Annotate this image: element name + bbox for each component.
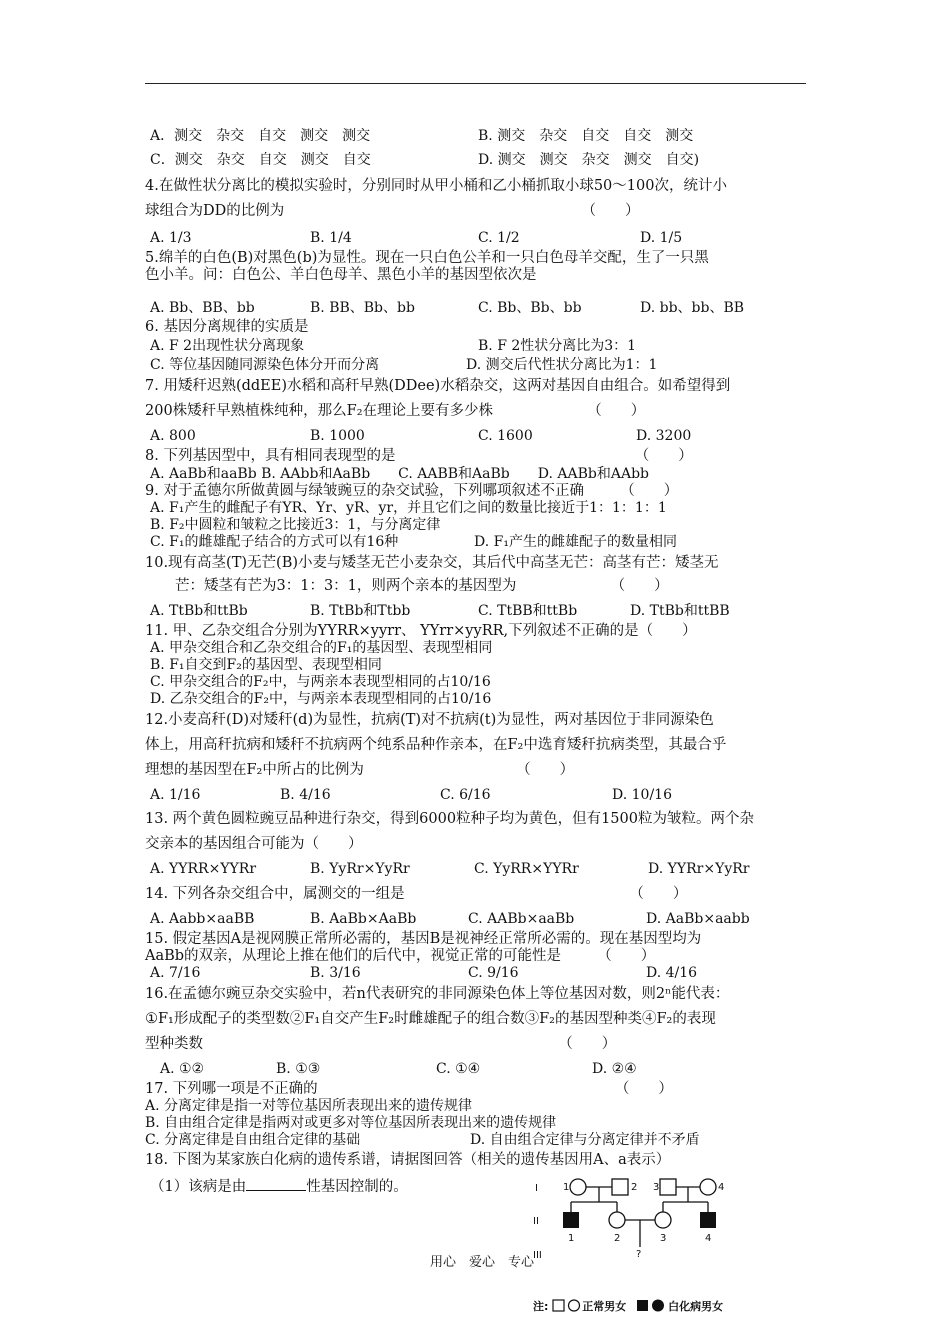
- q15-option-a: A. 7/16: [150, 965, 201, 981]
- q5-stem-line1: 5.绵羊的白色(B)对黑色(b)为显性。现在一只白色公羊和一只白色母羊交配，生了一只黑: [145, 250, 709, 266]
- q4-option-a: A. 1/3: [150, 230, 192, 246]
- q18-sub1: [150, 1178, 408, 1196]
- q12-stem-line1: 12.小麦高秆(D)对矮秆(d)为显性，抗病(T)对不抗病(t)为显性，两对基因位于非同源染色: [145, 712, 714, 728]
- q16-option-a: A. ①②: [160, 1061, 205, 1077]
- q9-stem: 9. 对于孟德尔所做黄圆与绿皱豌豆的杂交试验，下列哪项叙述不正确 （ ）: [145, 483, 679, 499]
- legend-prefix: 注:: [533, 1300, 549, 1313]
- q18-sub1-answer-blank: [246, 1178, 306, 1191]
- q12-option-b: B. 4/16: [280, 787, 331, 803]
- q9-option-d: D. F₁产生的雌雄配子的数量相同: [474, 534, 677, 550]
- pedigree-II3-female-normal: [655, 1212, 671, 1228]
- q10-stem-line1: 10.现有高茎(T)无芒(B)小麦与矮茎无芒小麦杂交，其后代中高茎无芒：高茎有芒：矮茎无: [145, 555, 719, 571]
- q11-option-c: C. 甲杂交组合的F₂中，与两亲本表现型相同的占10/16: [150, 674, 491, 690]
- q14-option-a: A. Aabb×aaBB: [150, 911, 255, 927]
- legend-normal-label: 正常男女: [582, 1300, 627, 1313]
- q13-stem-line2: 交亲本的基因组合可能为（ ）: [145, 836, 363, 852]
- pedigree-II2-num: 2: [614, 1233, 621, 1244]
- q5-stem-line2: 色小羊。问：白色公、羊白色母羊、黑色小羊的基因型依次是: [145, 267, 537, 283]
- q10-option-d: D. TtBb和ttBB: [630, 603, 730, 619]
- q16-option-d: D. ②④: [592, 1061, 637, 1077]
- q11-stem: 11. 甲、乙杂交组合分别为YYRR×yyrr、 YYrr×yyRR,下列叙述不正确的是（ ）: [145, 623, 697, 639]
- q6-option-a: A. F 2出现性状分离现象: [150, 338, 305, 354]
- q3-option-a: A．测交 杂交 自交 测交 测交: [150, 128, 371, 144]
- q8-options: A. AaBb和aaBb B. AAbb和AaBb C. AABB和AaBb D. AABb和AAbb: [150, 466, 650, 482]
- q13-option-b: B. YyRr×YyRr: [310, 861, 410, 877]
- q7-stem-line2: 200株矮秆早熟植株纯种，那么F₂在理论上要有多少株 （ ）: [145, 403, 646, 419]
- pedigree-II2-female-normal: [609, 1212, 625, 1228]
- q6-option-c: C. 等位基因随同源染色体分开而分离: [150, 357, 380, 373]
- q12-option-d: D. 10/16: [612, 787, 672, 803]
- legend-normal-symbols: [552, 1299, 582, 1312]
- q7-option-c: C. 1600: [478, 428, 533, 444]
- q15-option-c: C. 9/16: [468, 965, 519, 981]
- q4-option-c: C. 1/2: [478, 230, 520, 246]
- q6-option-d: D. 测交后代性状分离比为1：1: [466, 357, 658, 373]
- pedigree-II1-num: 1: [568, 1233, 575, 1244]
- pedigree-gen-III-label: III: [533, 1250, 542, 1261]
- q10-option-a: A. TtBb和ttBb: [150, 603, 248, 619]
- pedigree-I2-num: 2: [631, 1182, 638, 1193]
- pedigree-II1-male-affected: [563, 1212, 579, 1228]
- pedigree-I4-female-normal: [700, 1179, 716, 1195]
- q4-option-b: B. 1/4: [310, 230, 352, 246]
- q5-option-c: C. Bb、Bb、bb: [478, 300, 582, 316]
- q7-option-d: D. 3200: [636, 428, 692, 444]
- q8-stem: 8. 下列基因型中，具有相同表现型的是 （ ）: [145, 448, 693, 464]
- pedigree-III-question: ?: [636, 1249, 642, 1260]
- q17-option-b: B. 自由组合定律是指两对或更多对等位基因所表现出来的遗传规律: [145, 1115, 557, 1131]
- q5-option-b: B. BB、Bb、bb: [310, 300, 415, 316]
- q15-stem-line2: AaBb的双亲，从理论上推在他们的后代中，视觉正常的可能性是 （ ）: [145, 948, 656, 964]
- q12-option-c: C. 6/16: [440, 787, 491, 803]
- pedigree-I3-male-normal: [660, 1179, 676, 1195]
- q9-option-c: C. F₁的雌雄配子结合的方式可以有16种: [150, 534, 399, 550]
- legend-albino-symbols: [636, 1299, 668, 1312]
- q17-option-d: D. 自由组合定律与分离定律并不矛盾: [470, 1132, 700, 1148]
- q13-option-d: D. YYRr×YyRr: [648, 861, 750, 877]
- q9-option-a: A. F₁产生的雌配子有YR、Yr、yR、yr，并且它们之间的数量比接近于1：1：1：1: [150, 500, 667, 516]
- q5-option-d: D. bb、bb、BB: [640, 300, 745, 316]
- q16-stem-line1: 16.在孟德尔豌豆杂交实验中，若n代表研究的非同源染色体上等位基因对数，则2ⁿ能代表：: [145, 986, 730, 1002]
- q14-option-d: D. AaBb×aabb: [646, 911, 750, 927]
- q11-option-d: D. 乙杂交组合的F₂中，与两亲本表现型相同的占10/16: [150, 691, 492, 707]
- q18-sub1-prefix: （1）该病是由: [150, 1179, 247, 1195]
- q17-stem: 17. 下列哪一项是不正确的 （ ）: [145, 1081, 673, 1097]
- q18-sub1-suffix: 性基因控制的。: [306, 1179, 408, 1195]
- q10-stem-line2: 芒：矮茎有芒为3：1：3：1，则两个亲本的基因型为 （ ）: [175, 578, 669, 594]
- q12-stem-line3: 理想的基因型在F₂中所占的比例为 （ ）: [145, 762, 575, 778]
- q10-option-b: B. TtBb和Ttbb: [310, 603, 411, 619]
- legend-albino-label: 白化病男女: [668, 1300, 724, 1313]
- q3-option-b: B. 测交 杂交 自交 自交 测交: [478, 128, 694, 144]
- q4-stem-line2: 球组合为DD的比例为 （ ）: [145, 203, 640, 219]
- pedigree-I2-male-normal: [612, 1179, 628, 1195]
- header-rule: [145, 83, 806, 84]
- q4-option-d: D. 1/5: [640, 230, 683, 246]
- q7-stem-line1: 7. 用矮秆迟熟(ddEE)水稻和高秆早熟(DDee)水稻杂交，这两对基因自由组合。如希望得到: [145, 378, 731, 394]
- q12-option-a: A. 1/16: [150, 787, 201, 803]
- q9-option-b: B. F₂中圆粒和皱粒之比接近3：1，与分离定律: [150, 517, 441, 533]
- pedigree-II3-num: 3: [660, 1233, 667, 1244]
- pedigree-II4-num: 4: [705, 1233, 712, 1244]
- q5-option-a: A. Bb、BB、bb: [150, 300, 255, 316]
- q7-option-b: B. 1000: [310, 428, 365, 444]
- q3-option-c: C．测交 杂交 自交 测交 自交: [150, 152, 371, 168]
- q17-option-a: A. 分离定律是指一对等位基因所表现出来的遗传规律: [145, 1098, 473, 1114]
- q14-option-c: C. AABb×aaBb: [468, 911, 575, 927]
- q14-stem: 14. 下列各杂交组合中，属测交的一组是 （ ）: [145, 886, 688, 902]
- pedigree-gen-II-label: II: [533, 1216, 539, 1227]
- pedigree-gen-I-label: I: [535, 1183, 538, 1194]
- q3-option-d: D. 测交 测交 杂交 测交 自交): [478, 152, 700, 168]
- q13-stem-line1: 13. 两个黄色圆粒豌豆品种进行杂交，得到6000粒种子均为黄色，但有1500粒为皱粒。两个杂: [145, 811, 754, 827]
- q15-option-d: D. 4/16: [646, 965, 698, 981]
- q16-stem-line3: 型种类数 （ ）: [145, 1036, 617, 1052]
- pedigree-I4-num: 4: [718, 1182, 725, 1193]
- q7-option-a: A. 800: [150, 428, 196, 444]
- pedigree-I3-num: 3: [653, 1182, 660, 1193]
- pedigree-II4-male-affected: [700, 1212, 716, 1228]
- q16-option-c: C. ①④: [436, 1061, 481, 1077]
- q13-option-c: C. YyRR×YYRr: [474, 861, 579, 877]
- q16-stem-line2: ①F₁形成配子的类型数②F₁自交产生F₂时雌雄配子的组合数③F₂的基因型种类④F₂的表现: [145, 1011, 716, 1027]
- q4-stem-line1: 4.在做性状分离比的模拟实验时，分别同时从甲小桶和乙小桶抓取小球50～100次，统计小: [145, 178, 727, 194]
- pedigree-I1-num: 1: [563, 1182, 570, 1193]
- pedigree-legend: [533, 1298, 723, 1314]
- page-footer: 用心 爱心 专心: [430, 1255, 535, 1270]
- q17-option-c: C. 分离定律是自由组合定律的基础: [145, 1132, 361, 1148]
- q18-stem: 18. 下图为某家族白化病的遗传系谱，请据图回答（相关的遗传基因用A、a表示）: [145, 1152, 671, 1168]
- q16-option-b: B. ①③: [276, 1061, 321, 1077]
- q15-option-b: B. 3/16: [310, 965, 361, 981]
- q6-stem: 6. 基因分离规律的实质是: [145, 319, 309, 335]
- q11-option-b: B. F₁自交到F₂的基因型、表现型相同: [150, 657, 382, 673]
- q12-stem-line2: 体上，用高秆抗病和矮秆不抗病两个纯系品种作亲本，在F₂中选育矮秆抗病类型，其最合乎: [145, 737, 727, 753]
- pedigree-I1-female-normal: [570, 1179, 586, 1195]
- q13-option-a: A. YYRR×YYRr: [150, 861, 257, 877]
- q10-option-c: C. TtBB和ttBb: [478, 603, 578, 619]
- q6-option-b: B. F 2性状分离比为3：1: [478, 338, 637, 354]
- q11-option-a: A. 甲杂交组合和乙杂交组合的F₁的基因型、表现型相同: [150, 640, 493, 656]
- q15-stem-line1: 15. 假定基因A是视网膜正常所必需的，基因B是视神经正常所必需的。现在基因型均为: [145, 931, 702, 947]
- q14-option-b: B. AaBb×AaBb: [310, 911, 417, 927]
